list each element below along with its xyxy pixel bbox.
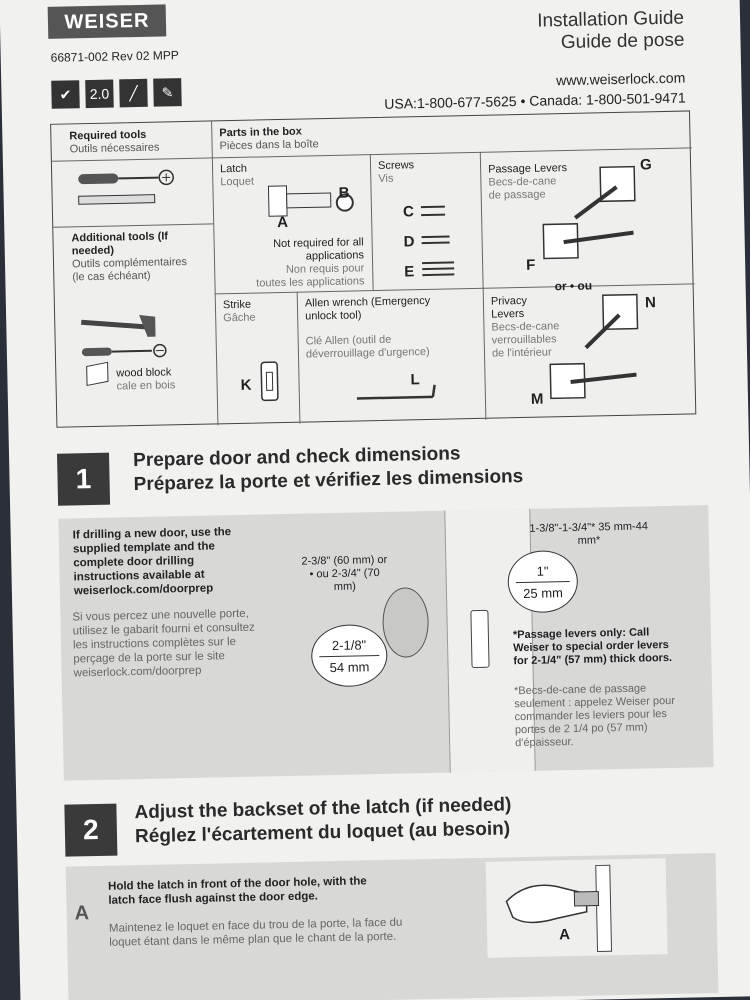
hole-diameter-callout: 2-1/8" 54 mm [311,624,388,688]
tool-icon: ✎ [153,78,182,107]
screwdriver-ruler-icon [72,166,193,215]
latch-label: Latch Loquet [219,162,255,189]
step-2-title: Adjust the backset of the latch (if needed) Réglez l'écartement du loquet (au besoin) [134,794,512,848]
difficulty-icons [51,78,182,109]
edge-distance-callout: 1" 25 mm [507,550,578,613]
additional-tools-header: Additional tools (If needed) Outils complémentaires (le cas échéant) [71,230,188,284]
letter-l: L [410,371,420,389]
passage-note-fr: *Becs-de-cane de passage seulement : appelez Weiser pour commander les leviers pour les portes de 2 1/4 po (57 mm) d'épaisseur. [513,682,676,750]
title-en: Installation Guide [536,7,685,32]
step-1-title: Prepare door and check dimensions Préparez la porte et vérifiez les dimensions [132,443,524,496]
parts-table [50,110,696,427]
passage-levers-icon [522,162,654,275]
phone-numbers: USA:1-800-677-5625 • Canada: 1-800-501-9471 [384,89,686,112]
substep-a-letter: A [74,902,90,925]
strike-label: Strike Gâche [222,298,256,325]
allen-wrench-label: Allen wrench (Emergency unlock tool) Clé Allen (outil de déverrouillage d'urgence) [304,294,431,361]
letter-d: D [403,233,415,251]
website-link[interactable]: www.weiserlock.com [555,69,686,89]
letter-c: C [402,203,415,221]
screws-label: Screws Vis [377,159,415,185]
screwdriver-icon: ╱ [119,79,148,108]
wood-block-icon [86,362,108,386]
document-number: 66871-002 Rev 02 MPP [50,48,179,65]
parts-in-box-header: Parts in the box Pièces dans la boîte [219,125,319,153]
door-face-hole [382,587,429,658]
letter-m: M [530,390,544,408]
latch-note: Not required for all applications Non requis pour toutes les applications [256,236,365,290]
passage-levers-label: Passage Levers Becs-de-cane de passage [488,162,568,202]
privacy-levers-label: Privacy Levers Becs-de-cane verrouillables de l'intérieur [490,294,560,360]
brand-logo: WEISER [48,4,167,38]
letter-b: B [338,184,350,202]
substep-a-text-en: Hold the latch in front of the door hole, with the latch face flush against the door edge. [107,875,367,907]
figure-label-a: A [559,926,571,944]
letter-g: G [639,156,652,174]
letter-e: E [404,263,415,281]
passage-note-en: *Passage levers only: Call Weiser to special order levers for 2-1/4" (57 mm) thick doors. [512,626,673,668]
version-badge: 2.0 [85,79,114,108]
wood-block-label: wood block cale en bois [116,366,176,393]
hammer-screwdriver-icon [75,310,196,372]
hammer-icon: ✔ [51,80,80,109]
letter-k: K [240,376,252,394]
substep-a-text-fr: Maintenez le loquet en face du trou de la porte, la face du loquet étant dans le même plan que le chant de la porte. [108,916,403,949]
letter-a: A [277,213,289,232]
title-fr: Guide de pose [560,29,685,54]
latch-plate [470,610,489,668]
step-2-number: 2 [64,804,117,857]
latch-hold-illustration [486,858,668,958]
step-1-panel [58,505,713,781]
guide-title [537,8,685,55]
letter-n: N [644,294,656,312]
allen-wrench-icon [353,380,453,404]
step-1-text-fr: Si vous percez une nouvelle porte, utilisez le gabarit fourni et consultez les instructions complètes sur le perçage de la porte sur le site weiserlock.com/doorprep [72,607,256,680]
letter-f: F [525,256,536,274]
privacy-levers-icon [525,290,657,411]
required-tools-header: Required tools Outils nécessaires [69,128,160,156]
step-2-panel [66,853,719,1000]
screws-icon [419,202,461,279]
or-label: or • ou [554,278,593,294]
door-thickness-label: 1-3/8"-1-3/4"* 35 mm-44 mm* [529,520,649,547]
step-1-text-en: If drilling a new door, use the supplied template and the complete door drilling instructions available at weiserlock.com/doorprep [72,526,232,598]
strike-plate-icon [258,360,283,404]
backset-label: 2-3/8" (60 mm) or • ou 2-3/4" (70 mm) [301,553,388,593]
step-1-number: 1 [57,453,110,506]
